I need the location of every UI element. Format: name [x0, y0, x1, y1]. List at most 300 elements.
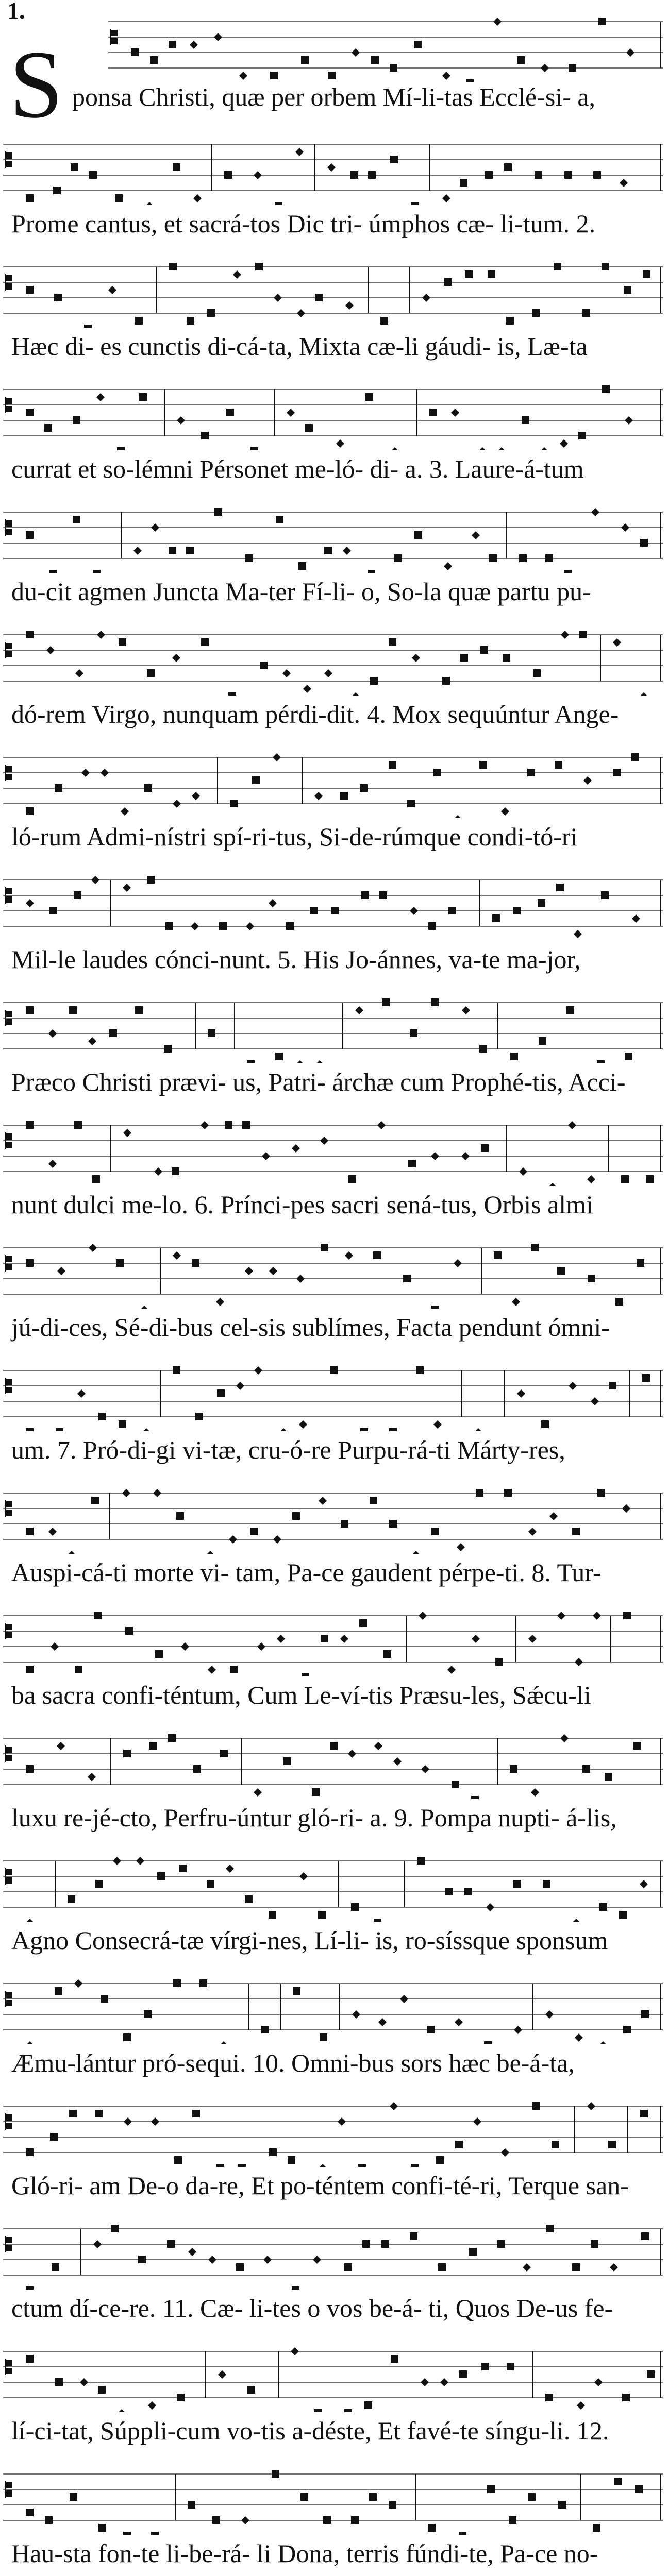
neume	[26, 2355, 34, 2363]
neume	[269, 1267, 277, 1275]
neume	[487, 2485, 495, 2493]
neume	[94, 1612, 102, 1619]
neume	[610, 2263, 618, 2272]
neume	[390, 64, 397, 72]
neume	[640, 2110, 648, 2117]
neume	[274, 294, 282, 302]
neume	[109, 1029, 117, 1037]
neume	[431, 1306, 439, 1309]
neume	[26, 2509, 34, 2516]
neume	[312, 1788, 320, 1796]
neume	[89, 171, 97, 179]
neume	[75, 1666, 82, 1673]
neume	[286, 922, 294, 930]
neume	[622, 2394, 630, 2401]
neume	[49, 907, 57, 914]
neume	[327, 163, 336, 172]
neume	[473, 2117, 481, 2126]
neume	[188, 2501, 195, 2509]
neume	[623, 2026, 631, 2033]
neume	[131, 48, 139, 56]
neume	[276, 516, 283, 523]
neume	[140, 1306, 148, 1309]
neume	[428, 2524, 436, 2532]
neume	[214, 33, 222, 41]
neume	[193, 194, 202, 202]
neume	[321, 1244, 328, 1251]
neume	[593, 1612, 601, 1620]
neume	[440, 2378, 448, 2386]
neume	[614, 2478, 622, 2485]
neume	[319, 1497, 327, 1505]
neume	[455, 2141, 463, 2148]
neume	[188, 2248, 196, 2256]
neume	[340, 1635, 348, 1643]
neume	[560, 1734, 569, 1742]
neume	[495, 1658, 503, 1666]
neume	[564, 570, 572, 573]
neume	[556, 884, 564, 891]
neume	[575, 1658, 583, 1666]
neume	[56, 1428, 63, 1431]
neume	[459, 2370, 467, 2378]
neume	[283, 1757, 291, 1765]
neume	[625, 416, 633, 425]
neume	[233, 270, 241, 279]
neume	[545, 2010, 554, 2019]
neume	[412, 654, 420, 662]
neume	[419, 1612, 427, 1620]
neume	[370, 677, 378, 685]
neume	[602, 385, 610, 393]
neume	[601, 891, 609, 899]
neume	[552, 2141, 559, 2148]
neume	[442, 677, 450, 685]
staff	[0, 981, 668, 1063]
neume	[68, 1551, 76, 1554]
neume	[144, 784, 152, 792]
staff	[0, 1104, 668, 1186]
neume	[273, 1535, 281, 1544]
neume	[479, 761, 487, 769]
neume	[155, 1650, 163, 1658]
neume	[26, 899, 34, 907]
staff	[0, 1717, 668, 1799]
neume	[501, 807, 509, 816]
neume	[57, 1742, 65, 1750]
neume	[52, 2263, 59, 2271]
neume	[362, 2240, 370, 2248]
neume	[214, 508, 222, 516]
neume	[190, 41, 198, 49]
neume	[541, 64, 549, 72]
neume	[602, 263, 609, 270]
neume	[471, 1796, 479, 1799]
neume	[282, 669, 291, 677]
neume	[292, 2286, 299, 2290]
neume	[263, 2256, 272, 2264]
neume	[485, 171, 493, 179]
neume	[445, 1888, 453, 1895]
neume	[646, 1175, 654, 1183]
neume	[45, 2516, 53, 2524]
neume	[26, 631, 34, 638]
neume	[416, 1366, 424, 1374]
neume	[242, 1121, 250, 1129]
neume	[71, 163, 78, 171]
neume	[647, 2370, 655, 2378]
neume	[464, 1888, 472, 1895]
neume	[319, 2164, 327, 2167]
neume	[26, 1666, 34, 1673]
neume	[70, 2493, 77, 2501]
neume	[412, 1551, 420, 1554]
neume	[438, 2263, 446, 2271]
neume	[93, 570, 101, 573]
neume	[643, 270, 650, 278]
neume	[241, 2516, 249, 2524]
neume	[269, 899, 277, 907]
neume	[208, 1666, 216, 1674]
neume	[527, 769, 535, 776]
neume	[26, 1259, 34, 1267]
neume	[123, 1129, 131, 1137]
neume	[613, 638, 621, 647]
neume	[179, 1865, 187, 1872]
neume	[73, 516, 80, 523]
neume	[358, 2164, 366, 2167]
neume	[574, 930, 582, 938]
neume	[247, 2386, 255, 2394]
neume	[68, 1895, 75, 1903]
neume	[49, 570, 57, 573]
neume	[26, 2286, 34, 2290]
neume	[328, 72, 336, 79]
neume	[48, 1029, 57, 1038]
neume	[273, 753, 281, 761]
staff	[0, 123, 668, 205]
lyric-line: ponsa Christi, quæ per orbem Mí-li-tas Ecclé-si- a,	[72, 82, 596, 111]
neume	[314, 792, 323, 800]
staff	[0, 245, 668, 328]
neume	[172, 654, 180, 662]
neume	[360, 1428, 368, 1431]
lyric-line: currat et so-lémni Pérsonet me-ló- di- a. 3. Laure-á-tum	[11, 454, 584, 483]
neume	[497, 447, 506, 450]
neume	[619, 1911, 627, 1919]
neume	[123, 2532, 131, 2535]
neume	[431, 1152, 439, 1160]
neume	[287, 409, 295, 417]
neume	[151, 523, 159, 532]
neume	[369, 2493, 377, 2501]
lyric-line: ba sacra confi-téntum, Cum Le-ví-tis Præsu-les, Sǽcu-li	[11, 1681, 591, 1709]
neume	[428, 922, 436, 930]
neume	[582, 1765, 590, 1773]
neume	[538, 899, 545, 907]
neume	[187, 317, 194, 325]
neume	[479, 1045, 487, 1053]
neume	[591, 1397, 599, 1405]
neume	[414, 41, 422, 48]
neume	[216, 2164, 224, 2167]
neume	[295, 148, 304, 156]
neume	[389, 1520, 397, 1528]
neume	[93, 2240, 102, 2248]
neume	[609, 1382, 616, 1389]
neume	[351, 2516, 359, 2524]
neume	[389, 761, 396, 769]
neume	[230, 1666, 238, 1673]
neume	[417, 1857, 425, 1865]
neume	[517, 1389, 525, 1398]
neume	[208, 2256, 216, 2264]
neume	[125, 1627, 133, 1635]
neume	[540, 447, 548, 450]
neume	[318, 1911, 326, 1919]
staff	[0, 1839, 668, 1922]
neume	[361, 891, 369, 899]
neume	[633, 1742, 641, 1750]
neume	[587, 2102, 595, 2110]
neume	[26, 1765, 34, 1773]
neume	[393, 1757, 402, 1766]
neume	[133, 547, 142, 555]
staff	[0, 2207, 668, 2290]
neume	[164, 1045, 172, 1053]
chant-number: 1.	[7, 0, 25, 24]
neume	[321, 1635, 328, 1642]
neume	[480, 646, 488, 654]
neume	[472, 1635, 480, 1643]
neume	[207, 309, 215, 317]
chant-system	[0, 2452, 668, 2576]
neume	[351, 1903, 359, 1911]
staff	[0, 490, 668, 573]
neume	[91, 1497, 99, 1504]
neume	[572, 1528, 580, 1535]
neume	[108, 286, 116, 294]
neume	[157, 1872, 165, 1880]
neume	[531, 1788, 539, 1797]
neume	[299, 1872, 308, 1880]
neume	[579, 631, 587, 638]
neume	[292, 1512, 300, 1520]
neume	[531, 1244, 539, 1251]
neume	[378, 2018, 387, 2026]
neume	[535, 171, 542, 179]
neume	[532, 309, 540, 317]
staff	[0, 2452, 668, 2535]
lyric-line: Mil-le laudes cónci-nunt. 5. His Jo-ánnes, va-te ma-jor,	[11, 945, 581, 974]
neume	[355, 1006, 363, 1014]
neume	[330, 1742, 338, 1750]
neume	[578, 432, 586, 439]
neume	[144, 2010, 152, 2018]
neume	[195, 1413, 203, 1420]
neume	[407, 800, 415, 807]
neume	[208, 1029, 215, 1037]
neume	[557, 1267, 565, 1275]
neume	[226, 409, 234, 416]
neume	[123, 2033, 131, 2041]
neume	[486, 1903, 494, 1911]
neume	[545, 2394, 553, 2401]
neume	[26, 2041, 34, 2044]
staff	[0, 1962, 668, 2044]
staff	[0, 2084, 668, 2167]
neume	[583, 776, 592, 785]
neume	[119, 1420, 126, 1428]
neume	[348, 1175, 356, 1183]
neume	[503, 654, 510, 662]
neume	[637, 1259, 644, 1267]
neume	[46, 646, 55, 654]
neume	[324, 669, 332, 677]
neume	[642, 1374, 650, 1382]
lyric-line: Hæc di- es cunctis di-cá-ta, Mixta cæ-li gáudi- is, Læ-ta	[11, 332, 588, 361]
neume	[510, 1053, 518, 1060]
neume	[462, 1006, 470, 1014]
neume	[91, 876, 99, 884]
neume	[390, 2102, 398, 2110]
lyric-line: Agno Consecrá-tæ vírgi-nes, Lí-li- is, ro-síssque sponsum	[11, 1926, 608, 1955]
neume	[569, 1382, 577, 1390]
neume	[92, 1175, 100, 1183]
neume	[605, 1773, 612, 1781]
neume	[557, 1612, 565, 1620]
neume	[539, 1037, 546, 1045]
neume	[554, 263, 561, 270]
neume	[506, 317, 514, 325]
neume	[379, 891, 387, 899]
neume	[206, 1551, 214, 1554]
neume	[575, 2033, 583, 2042]
neume	[124, 2117, 132, 2126]
neume	[555, 761, 562, 769]
neume	[546, 2225, 554, 2232]
neume	[640, 1880, 648, 1888]
neume	[545, 554, 553, 562]
neume	[594, 2378, 603, 2386]
neume	[591, 2240, 598, 2248]
neume	[217, 1389, 225, 1397]
neume	[481, 1144, 489, 1152]
neume	[621, 523, 629, 532]
neume	[302, 1673, 309, 1676]
neume	[111, 2225, 119, 2232]
neume	[254, 1788, 262, 1797]
neume	[250, 1528, 258, 1535]
neume	[292, 1144, 300, 1153]
neume	[624, 286, 631, 294]
neume	[147, 669, 155, 677]
lyric-line: Æmu-lántur pró-sequi. 10. Omni-bus sors hæc be-á-ta,	[11, 2048, 575, 2077]
neume	[541, 1420, 549, 1428]
neume	[564, 171, 572, 179]
neume	[73, 416, 80, 424]
neume	[176, 1512, 184, 1520]
neume	[173, 1366, 180, 1374]
neume	[371, 56, 379, 64]
neume	[341, 1520, 348, 1528]
neume	[177, 416, 185, 425]
neume	[389, 2501, 396, 2509]
neume	[169, 41, 176, 48]
neume	[476, 1489, 483, 1497]
neume	[173, 1251, 181, 1260]
neume	[504, 1489, 512, 1497]
neume	[336, 439, 344, 448]
neume	[615, 1298, 623, 1306]
neume	[219, 922, 227, 930]
neume	[246, 922, 254, 930]
neume	[26, 807, 34, 815]
neume	[488, 270, 495, 278]
neume	[26, 2148, 34, 2156]
neume	[119, 638, 126, 646]
neume	[250, 447, 258, 450]
neume	[169, 263, 177, 270]
neume	[201, 638, 209, 646]
lyric-line: um. 7. Pró-di-gi vi-tæ, cru-ó-re Purpu-rá-ti Márty-res,	[11, 1435, 565, 1464]
neume	[433, 1420, 442, 1429]
neume	[640, 539, 648, 547]
neume	[54, 294, 62, 301]
neume	[75, 669, 84, 677]
neume	[199, 1979, 207, 1987]
neume	[148, 2401, 156, 2410]
neume	[408, 1160, 416, 1167]
neume	[598, 18, 606, 25]
neume	[599, 2041, 607, 2044]
neume	[201, 432, 209, 439]
neume	[255, 263, 263, 270]
neume	[261, 2026, 269, 2033]
neume	[201, 1121, 209, 1129]
neume	[608, 2141, 616, 2148]
neume	[220, 1750, 228, 1757]
neume	[300, 2493, 308, 2501]
neume	[549, 1512, 558, 1520]
neume	[368, 570, 375, 573]
neume	[77, 1389, 86, 1398]
neume	[381, 2240, 389, 2248]
neume	[373, 1251, 381, 1259]
neume	[291, 2347, 299, 2355]
neume	[74, 1979, 82, 1988]
neume	[123, 884, 131, 892]
neume	[528, 2493, 536, 2501]
neume	[26, 286, 34, 294]
neume	[640, 692, 648, 696]
neume	[270, 72, 278, 79]
neume	[169, 547, 176, 554]
neume	[444, 278, 452, 286]
neume	[587, 1175, 595, 1183]
neume	[254, 171, 262, 179]
neume	[457, 1543, 465, 1551]
neume	[57, 1267, 65, 1275]
neume	[145, 202, 154, 205]
neume	[165, 922, 173, 930]
neume	[218, 2370, 226, 2379]
neume	[429, 409, 437, 416]
neume	[239, 72, 247, 80]
neume	[315, 1060, 324, 1063]
neume	[331, 907, 339, 914]
neume	[301, 56, 309, 64]
